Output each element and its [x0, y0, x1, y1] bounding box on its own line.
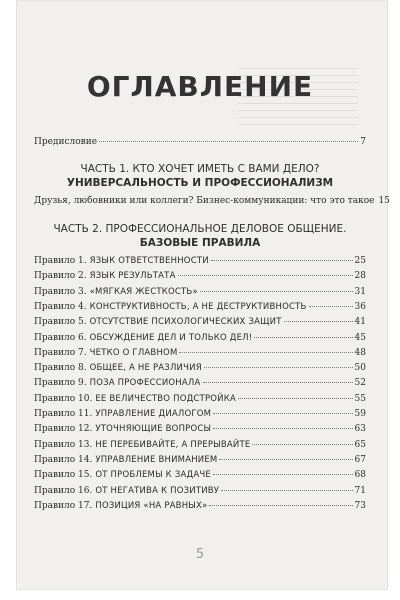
entry-page: 36: [354, 301, 366, 312]
toc-entry-rule[interactable]: [34, 501, 366, 512]
page-number: 5: [195, 547, 205, 562]
dot-leader: [284, 321, 353, 322]
toc-entry-rule[interactable]: [34, 486, 366, 497]
rule-title: ЧЕТКО О ГЛАВНОМ: [89, 347, 178, 358]
entry-page: 68: [354, 470, 366, 481]
rule-title: УТОЧНЯЮЩИЕ ВОПРОСЫ: [95, 424, 212, 435]
entry-page: 63: [354, 424, 366, 435]
toc-entry-rule[interactable]: [34, 287, 366, 298]
rule-prefix: Правило 8.: [34, 363, 87, 374]
rule-title: ЯЗЫК РЕЗУЛЬТАТА: [89, 271, 176, 282]
entry-page: 65: [354, 439, 366, 450]
entry-page: 25: [354, 256, 366, 266]
entry-page: 59: [354, 409, 366, 419]
toc-entry-rule[interactable]: [34, 440, 366, 451]
dot-leader: [203, 382, 353, 383]
dot-leader: [204, 367, 353, 368]
dot-leader: [178, 275, 353, 276]
entry-page: 41: [354, 317, 366, 328]
rule-prefix: Правило 1.: [34, 256, 87, 266]
entry-page: 45: [354, 332, 366, 343]
entry-page: 52: [354, 378, 366, 389]
dot-leader: [221, 490, 352, 491]
rule-prefix: Правило 17.: [34, 500, 93, 511]
toc-entry-preface[interactable]: [34, 137, 366, 148]
dot-leader: [213, 474, 353, 475]
dot-leader: [209, 505, 352, 506]
rule-title: НЕ ПЕРЕБИВАЙТЕ, А ПРЕРЫВАЙТЕ: [95, 439, 251, 450]
dot-leader: [238, 398, 353, 399]
rule-prefix: Правило 4.: [34, 301, 87, 312]
toc-entry-rule[interactable]: [34, 363, 366, 374]
toc-entry-rule[interactable]: [34, 409, 366, 420]
entry-label: Друзья, любовники или коллеги? Бизнес-коммуникации: что это такое: [34, 196, 375, 206]
entry-page: 73: [354, 500, 366, 511]
toc-entry-rule[interactable]: [34, 317, 366, 328]
toc-entry-rule[interactable]: [34, 348, 366, 359]
dot-leader: [213, 428, 352, 429]
part1-heading-line1: ЧАСТЬ 1. КТО ХОЧЕТ ИМЕТЬ С ВАМИ ДЕЛО?: [80, 163, 320, 175]
rule-title: «МЯГКАЯ ЖЕСТКОСТЬ»: [89, 286, 198, 297]
entry-page: 7: [360, 137, 366, 147]
rule-prefix: Правило 2.: [34, 271, 87, 282]
toc-entry-rule[interactable]: [34, 256, 366, 267]
rule-title: ПОЗА ПРОФЕССИОНАЛА: [89, 378, 201, 389]
toc-entry-rule[interactable]: [34, 394, 366, 405]
entry-page: 67: [354, 454, 366, 465]
dot-leader: [211, 260, 353, 261]
rule-prefix: Правило 9.: [34, 378, 87, 389]
part1-heading-line2: УНИВЕРСАЛЬНОСТЬ И ПРОФЕССИОНАЛИЗМ: [66, 177, 334, 189]
rule-prefix: Правило 15.: [34, 470, 93, 481]
rule-title: ПОЗИЦИЯ «НА РАВНЫХ»: [95, 500, 208, 511]
dot-leader: [179, 352, 352, 353]
rule-title: УПРАВЛЕНИЕ ВНИМАНИЕМ: [95, 454, 218, 465]
rule-prefix: Правило 13.: [34, 439, 93, 450]
toc-entry-part1[interactable]: [34, 196, 390, 207]
toc-entry-rule[interactable]: [34, 455, 366, 466]
toc-entry-rule[interactable]: [34, 333, 366, 344]
entry-page: 55: [354, 393, 366, 404]
rule-title: ОТСУТСТВИЕ ПСИХОЛОГИЧЕСКИХ ЗАЩИТ: [89, 317, 282, 328]
rule-prefix: Правило 7.: [34, 347, 87, 358]
entry-page: 15: [378, 196, 390, 206]
rule-prefix: Правило 5.: [34, 317, 87, 328]
dot-leader: [254, 337, 352, 338]
rule-prefix: Правило 3.: [34, 286, 87, 297]
rule-title: УПРАВЛЕНИЕ ДИАЛОГОМ: [95, 409, 212, 419]
entry-page: 31: [354, 286, 366, 297]
dot-leader: [200, 291, 353, 292]
rule-prefix: Правило 6.: [34, 332, 87, 343]
entry-page: 50: [354, 363, 366, 374]
rule-prefix: Правило 16.: [34, 485, 93, 496]
rule-prefix: Правило 11.: [34, 409, 93, 419]
toc-entry-rule[interactable]: [34, 470, 366, 481]
rule-title: ОТ ПРОБЛЕМЫ К ЗАДАЧЕ: [95, 470, 211, 481]
rule-title: КОНСТРУКТИВНОСТЬ, А НЕ ДЕСТРУКТИВНОСТЬ: [89, 301, 307, 312]
dot-leader: [99, 141, 358, 142]
part2-heading-line1: ЧАСТЬ 2. ПРОФЕССИОНАЛЬНОЕ ДЕЛОВОЕ ОБЩЕНИЕ.: [53, 223, 347, 235]
rule-title: ОБСУЖДЕНИЕ ДЕЛ И ТОЛЬКО ДЕЛ!: [89, 332, 253, 343]
rule-prefix: Правило 10.: [34, 393, 93, 404]
toc-entry-rule[interactable]: [34, 271, 366, 282]
rule-title: ЕЕ ВЕЛИЧЕСТВО ПОДСТРОЙКА: [95, 393, 236, 404]
entry-page: 71: [354, 485, 366, 496]
toc-entry-rule[interactable]: [34, 378, 366, 389]
rule-prefix: Правило 12.: [34, 424, 93, 435]
dot-leader: [219, 459, 352, 460]
rule-title: ЯЗЫК ОТВЕТСТВЕННОСТИ: [89, 256, 209, 266]
dot-leader: [252, 444, 352, 445]
entry-page: 48: [354, 347, 366, 358]
part2-heading-line2: БАЗОВЫЕ ПРАВИЛА: [139, 237, 261, 249]
dot-leader: [309, 306, 353, 307]
rule-title: ОБЩЕЕ, А НЕ РАЗЛИЧИЯ: [89, 363, 202, 374]
entry-label: Предисловие: [34, 137, 98, 147]
toc-entry-rule[interactable]: [34, 302, 366, 313]
dot-leader: [213, 413, 352, 414]
entry-page: 28: [354, 271, 366, 282]
toc-entry-rule[interactable]: [34, 424, 366, 435]
toc-heading: ОГЛАВЛЕНИЕ: [86, 70, 314, 103]
rule-title: ОТ НЕГАТИВА К ПОЗИТИВУ: [95, 485, 220, 496]
rule-prefix: Правило 14.: [34, 454, 93, 465]
